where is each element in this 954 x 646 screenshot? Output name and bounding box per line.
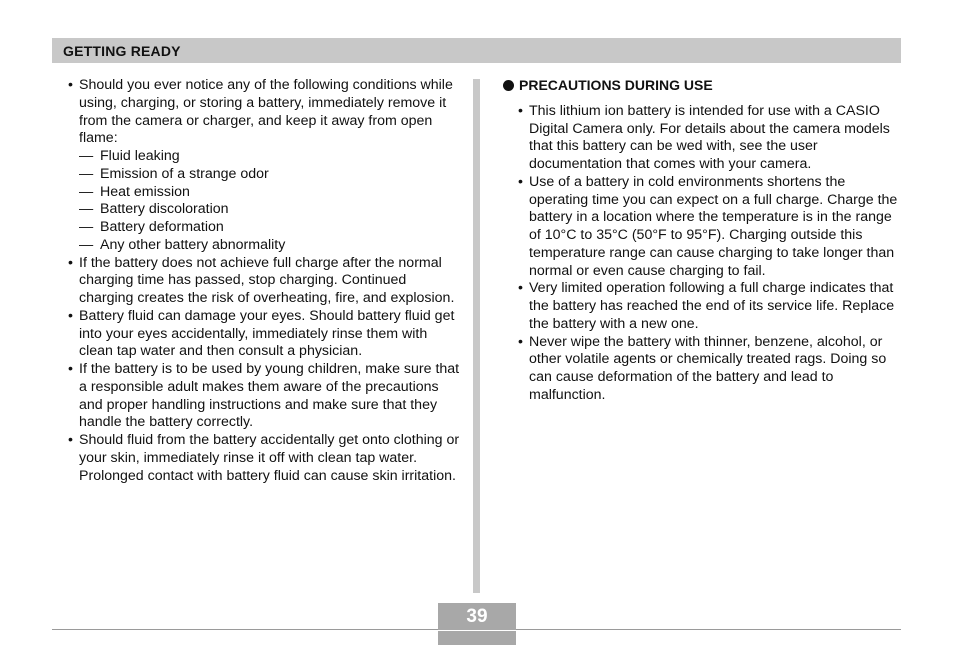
dash-icon: — xyxy=(79,219,94,235)
list-item-text: If the battery does not achieve full charge after the normal charging time has passed, stop charging. Continued charging creates the risk of overheating, fire, and explosion. xyxy=(79,254,455,306)
list-item-text: If the battery is to be used by young children, make sure that a responsible adult makes them aware of the precautions and proper handling instructions and make sure that they handle the battery correctly. xyxy=(79,361,460,431)
section-title: GETTING READY xyxy=(63,43,181,59)
condition-item xyxy=(79,219,460,237)
page-number-tab xyxy=(438,631,516,645)
bullet-icon: • xyxy=(518,333,523,350)
bullet-icon: • xyxy=(518,280,523,297)
bullet-icon: • xyxy=(68,77,73,93)
list-item xyxy=(518,334,903,405)
page-number: 39 xyxy=(438,603,516,630)
list-item-text: This lithium ion battery is intended for use with a CASIO Digital Camera only. For details about the camera models that this battery can be wed with, see the user documentation that comes with your camera. xyxy=(529,102,890,172)
list-item-text: Should you ever notice any of the following conditions while using, charging, or storing a battery, immediately remove it from the camera or charger, and keep it away from open flame: xyxy=(79,77,453,147)
bullet-icon: • xyxy=(68,307,73,324)
list-item xyxy=(518,174,903,281)
list-item-text: Never wipe the battery with thinner, benzene, alcohol, or other volatile agents or chemically treated rags. Doing so can cause deformation of the battery and lead to malfunction. xyxy=(529,333,887,403)
bullet-icon: • xyxy=(518,102,523,119)
condition-item xyxy=(79,148,460,166)
left-column xyxy=(68,77,460,485)
list-item xyxy=(68,308,460,361)
condition-text: Fluid leaking xyxy=(100,148,180,164)
dash-icon: — xyxy=(79,165,94,182)
bullet-icon: • xyxy=(68,432,73,448)
list-item-text: Very limited operation following a full charge indicates that the battery has reached the end of its service life. Replace the battery with a new one. xyxy=(529,280,895,332)
condition-text: Any other battery abnormality xyxy=(100,236,286,253)
condition-text: Battery deformation xyxy=(100,219,224,235)
dash-icon: — xyxy=(79,201,94,218)
dash-icon: — xyxy=(79,183,94,200)
list-item xyxy=(68,432,460,485)
filled-circle-icon xyxy=(503,80,514,91)
list-item xyxy=(68,361,460,432)
list-item-text: Should fluid from the battery accidentally get onto clothing or your skin, immediately rinse it off with clean tap water. Prolonged contact with battery fluid can cause skin irritation. xyxy=(79,432,460,484)
list-item xyxy=(518,280,903,333)
bullet-icon: • xyxy=(518,173,523,190)
list-item xyxy=(68,77,460,148)
condition-item xyxy=(79,184,460,202)
condition-item xyxy=(79,237,460,255)
right-column xyxy=(503,77,903,405)
bullet-icon: • xyxy=(68,361,73,377)
subsection-heading xyxy=(503,77,903,95)
condition-text: Battery discoloration xyxy=(100,201,229,218)
bullet-icon: • xyxy=(68,254,73,271)
list-item-text: Battery fluid can damage your eyes. Should battery fluid get into your eyes accidentally, immediately rinse them with clean tap water and then consult a physician. xyxy=(79,307,455,360)
condition-item xyxy=(79,166,460,184)
subsection-heading-text: PRECAUTIONS DURING USE xyxy=(519,77,713,93)
list-item-text: Use of a battery in cold environments shortens the operating time you can expect on a full charge. Charge the battery in a location where the temperature is in the range of 10°C to 35°C (50°F to 95°F). Charging outside this temperature range can cause charging to take longer than normal or even cause charging to fail. xyxy=(529,173,898,279)
dash-icon: — xyxy=(79,236,94,253)
condition-item xyxy=(79,201,460,219)
list-item xyxy=(518,103,903,174)
column-divider xyxy=(473,79,480,593)
dash-icon: — xyxy=(79,148,94,164)
section-header-bar xyxy=(52,38,901,63)
condition-text: Heat emission xyxy=(100,183,190,200)
list-item xyxy=(68,255,460,308)
condition-text: Emission of a strange odor xyxy=(100,165,269,182)
